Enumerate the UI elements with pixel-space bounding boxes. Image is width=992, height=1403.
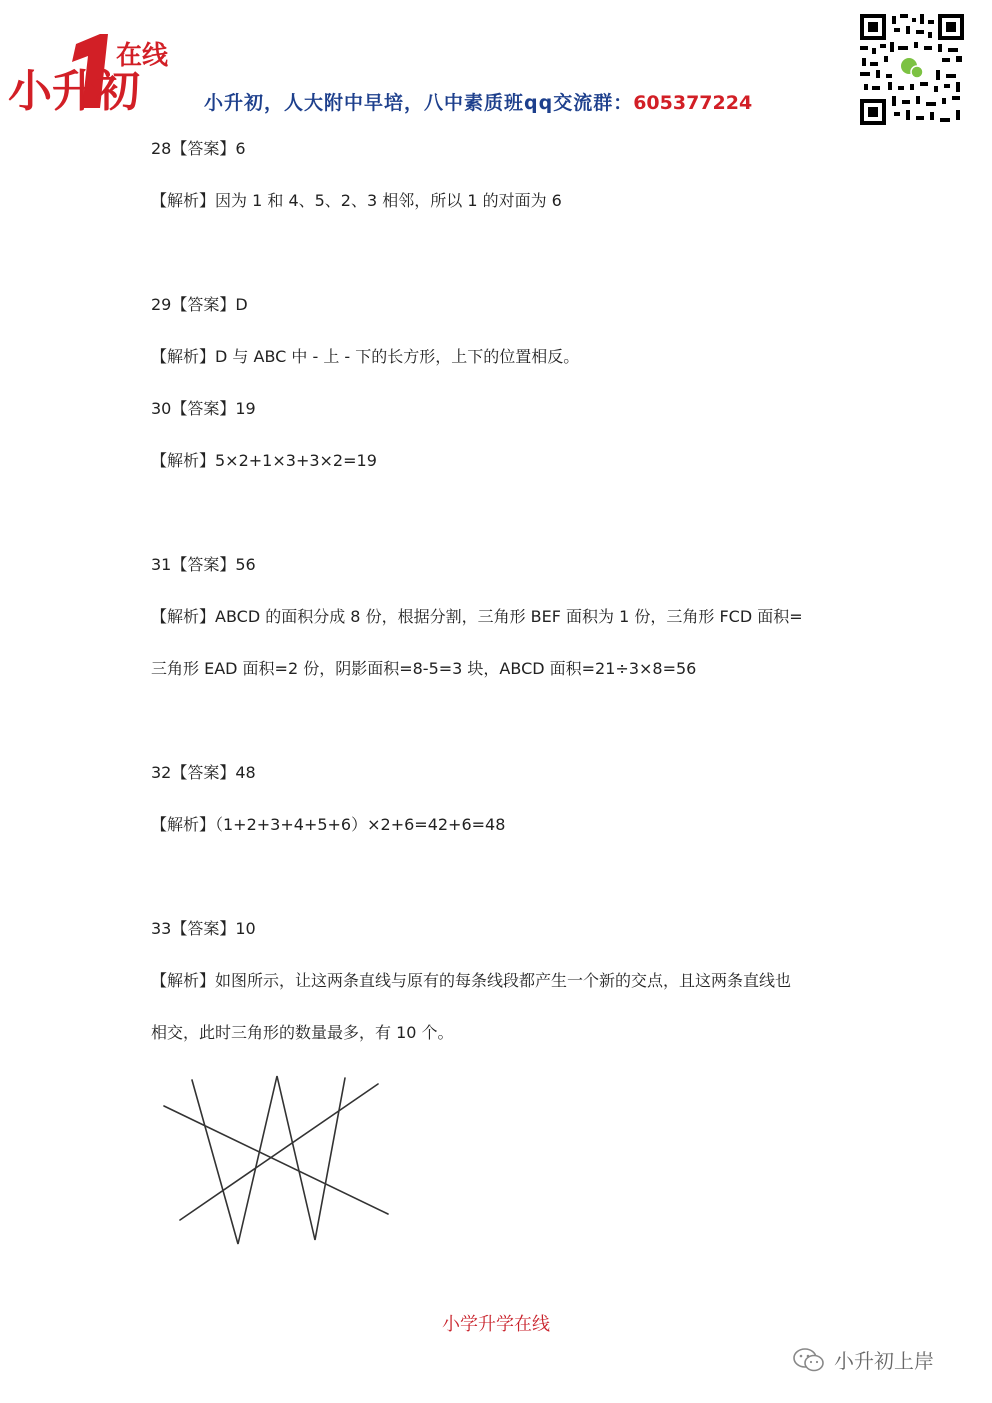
- answer-33: 33【答案】10: [151, 919, 256, 938]
- logo-text: 小升初: [8, 66, 140, 117]
- wechat-icon: [792, 1347, 826, 1373]
- qq-number: 605377224: [633, 92, 753, 114]
- answer-28: 28【答案】6: [151, 139, 246, 158]
- answer-32: 32【答案】48: [151, 763, 256, 782]
- analysis-29: 【解析】D 与 ABC 中 - 上 - 下的长方形，上下的位置相反。: [151, 347, 580, 366]
- footer-site-name: 小学升学在线: [442, 1314, 550, 1335]
- crossing-line-2: [180, 1084, 378, 1220]
- logo-subtext: 在线: [116, 41, 169, 71]
- crossing-line-1: [164, 1106, 388, 1214]
- analysis-31-line1: 【解析】ABCD 的面积分成 8 份，根据分割，三角形 BEF 面积为 1 份，三角形 FCD 面积=: [151, 607, 803, 626]
- analysis-33-line1: 【解析】如图所示，让这两条直线与原有的每条线段都产生一个新的交点，且这两条直线也: [151, 971, 792, 990]
- answer-31: 31【答案】56: [151, 555, 256, 574]
- analysis-32: 【解析】（1+2+3+4+5+6）×2+6=42+6=48: [151, 815, 506, 834]
- answer-29: 29【答案】D: [151, 295, 248, 314]
- intersecting-lines-figure: [150, 1068, 400, 1248]
- answer-30: 30【答案】19: [151, 399, 256, 418]
- promo-text: 小升初，人大附中早培，八中素质班qq交流群：: [204, 92, 634, 114]
- analysis-30: 【解析】5×2+1×3+3×2=19: [151, 451, 377, 470]
- analysis-33-line2: 相交，此时三角形的数量最多，有 10 个。: [151, 1023, 454, 1042]
- brand-logo: [8, 30, 178, 120]
- account-watermark: [792, 1345, 934, 1374]
- qr-code: [858, 12, 966, 127]
- account-name: 小升初上岸: [834, 1349, 934, 1373]
- analysis-31-line2: 三角形 EAD 面积=2 份，阴影面积=8-5=3 块，ABCD 面积=21÷3×8=56: [151, 659, 697, 678]
- analysis-28: 【解析】因为 1 和 4、5、2、3 相邻，所以 1 的对面为 6: [151, 191, 562, 210]
- header-promo: [204, 88, 752, 115]
